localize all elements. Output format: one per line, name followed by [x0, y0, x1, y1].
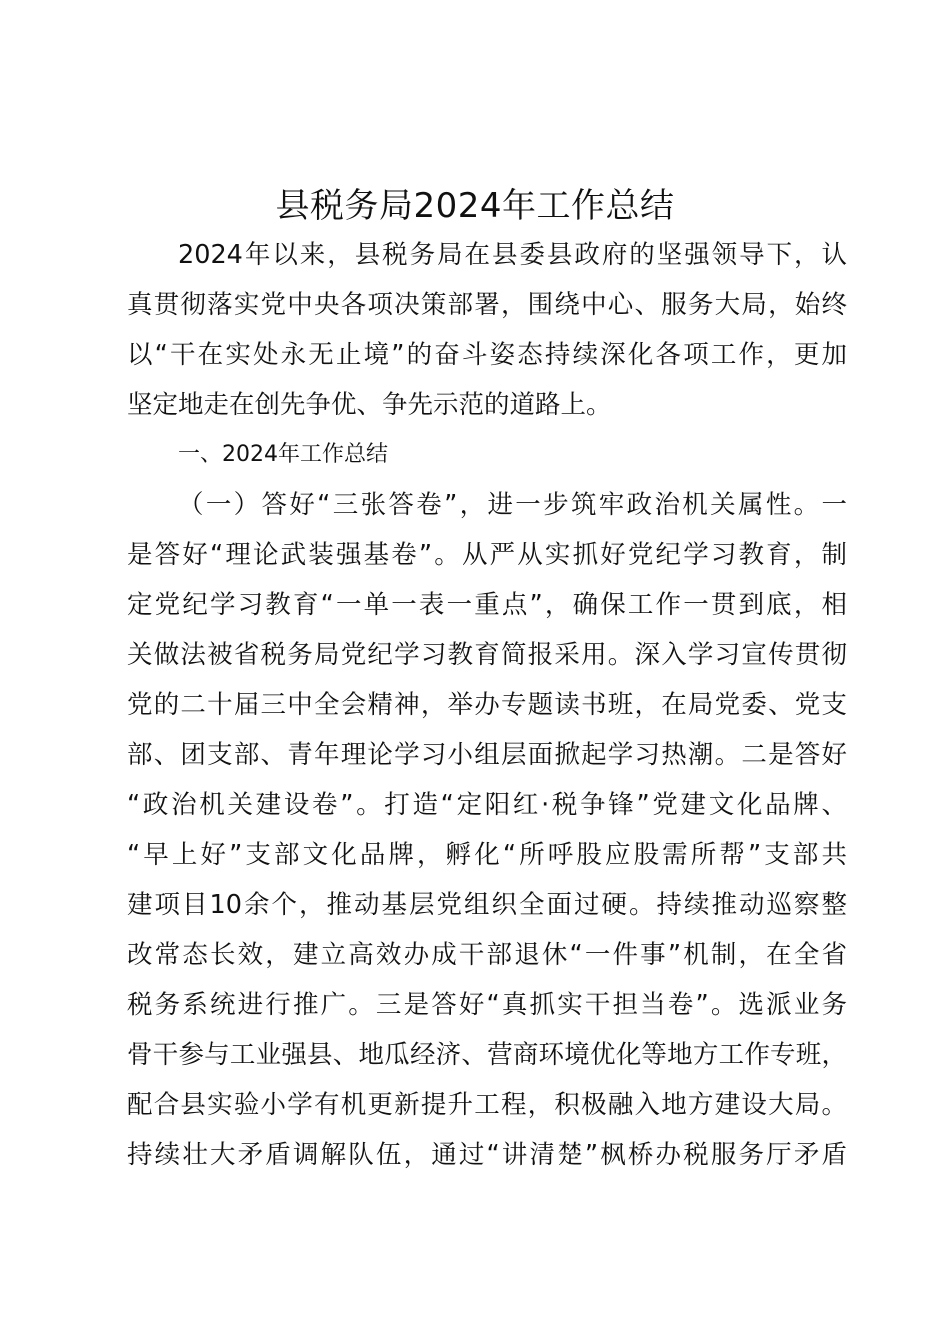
intro-line-1: 2024年以来，县税务局在县委县政府的坚强领导下，认 [178, 240, 847, 270]
section-line-11: 税务系统进行推广。三是答好“真抓实干担当卷”。选派业务 [127, 990, 847, 1020]
section-line-13: 配合县实验小学有机更新提升工程，积极融入地方建设大局。 [127, 1090, 847, 1120]
intro-line-3: 以“干在实处永无止境”的奋斗姿态持续深化各项工作，更加 [127, 340, 847, 370]
section-line-6: 部、团支部、青年理论学习小组层面掀起学习热潮。二是答好 [127, 740, 847, 770]
intro-line-2: 真贯彻落实党中央各项决策部署，围绕中心、服务大局，始终 [127, 290, 847, 320]
section-line-4: 关做法被省税务局党纪学习教育简报采用。深入学习宣传贯彻 [127, 640, 847, 670]
document-title: 县税务局2024年工作总结 [275, 186, 675, 226]
section-line-3: 定党纪学习教育“一单一表一重点”，确保工作一贯到底，相 [127, 590, 847, 620]
section-line-2: 是答好“理论武装强基卷”。从严从实抓好党纪学习教育，制 [127, 540, 847, 570]
section-line-10: 改常态长效，建立高效办成干部退休“一件事”机制，在全省 [127, 940, 847, 970]
section-line-14: 持续壮大矛盾调解队伍，通过“讲清楚”枫桥办税服务厅矛盾 [127, 1140, 847, 1170]
section-line-5: 党的二十届三中全会精神，举办专题读书班，在局党委、党支 [127, 690, 847, 720]
section-line-9: 建项目10余个，推动基层党组织全面过硬。持续推动巡察整 [127, 890, 847, 920]
section-heading: 一、2024年工作总结 [178, 442, 388, 467]
section-line-7: “政治机关建设卷”。打造“定阳红·税争锋”党建文化品牌、 [127, 790, 847, 820]
intro-line-4: 坚定地走在创先争优、争先示范的道路上。 [127, 390, 612, 420]
section-line-8: “早上好”支部文化品牌，孵化“所呼股应股需所帮”支部共 [127, 840, 847, 870]
section-line-12: 骨干参与工业强县、地瓜经济、营商环境优化等地方工作专班， [127, 1040, 847, 1070]
section-line-1: （一）答好“三张答卷”，进一步筑牢政治机关属性。一 [178, 490, 847, 520]
